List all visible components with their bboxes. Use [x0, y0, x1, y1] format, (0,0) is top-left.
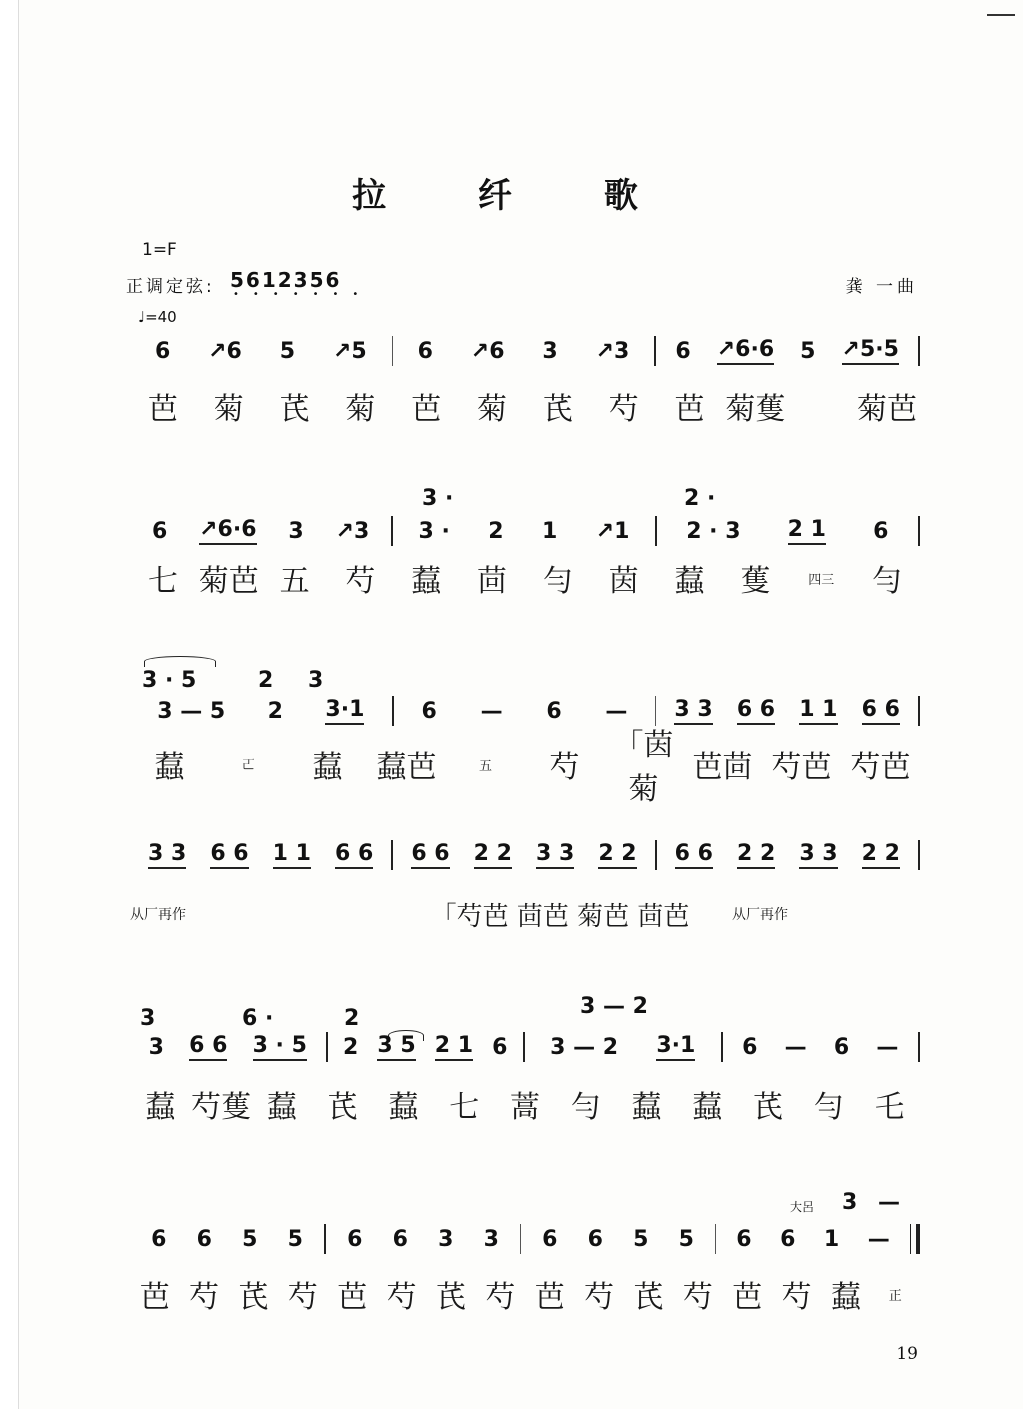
jianzipu-line: [130, 728, 920, 807]
jianzipu-char: 七: [147, 564, 178, 599]
jianzipu-char: 芭: [337, 1280, 368, 1315]
note: 3 ·: [418, 518, 450, 544]
jianzipu-char: 芪: [542, 392, 573, 427]
measure: [130, 697, 392, 725]
note: 3 3: [674, 697, 712, 725]
note: ↗6: [208, 338, 242, 364]
jianzipu-char: 「茵菊: [613, 728, 674, 807]
note: 5: [287, 1226, 303, 1252]
upper-note: 2 ·: [684, 486, 716, 511]
jianzipu-phrase: 「芍芭 茴芭 菊芭 茴芭: [430, 901, 690, 932]
note: 5: [633, 1226, 649, 1252]
barline: [918, 696, 920, 726]
note: 6: [417, 338, 433, 364]
jianzipu-char: 菊芭: [857, 392, 918, 427]
jianzipu-char: 蒿: [509, 1090, 540, 1125]
jianzipu-char: 芍: [781, 1280, 812, 1315]
repeat-instruction: 从厂再作: [732, 907, 788, 923]
note: ↗1: [595, 518, 630, 544]
jianzipu-char: 芍: [608, 392, 639, 427]
jianzipu-char: 乇: [874, 1090, 905, 1125]
note: 3: [438, 1226, 454, 1252]
jianzipu-char: 芭: [732, 1280, 763, 1315]
page-number: 19: [896, 1344, 918, 1364]
upper-note: 3 · 5: [142, 668, 197, 693]
note: 6: [151, 518, 168, 544]
jianzipu-char: 茵: [608, 564, 639, 599]
note: ↗6·6: [199, 517, 256, 545]
jianzipu-line: [130, 1272, 920, 1316]
barline: [918, 516, 920, 546]
measure: [130, 841, 391, 869]
jianzipu-char: 四三: [808, 572, 835, 588]
note: 6 6: [210, 841, 248, 869]
jianzipu-char: 勻: [570, 1090, 601, 1125]
note: 2: [343, 1034, 359, 1060]
note: 1: [541, 518, 558, 544]
jianpu-line: [130, 516, 920, 546]
note: 2 1: [788, 517, 826, 545]
note: 3: [288, 518, 304, 544]
upper-note: 3 ·: [422, 486, 454, 511]
jianzipu-char: 菊蒦: [725, 392, 786, 427]
note: 3 3: [799, 841, 837, 869]
jianpu-line: [130, 1032, 920, 1062]
note: 5: [678, 1226, 694, 1252]
jianzipu-line: [130, 384, 920, 428]
jianzipu-char: 五: [279, 564, 310, 599]
jianpu-line: [130, 840, 920, 870]
note: 6: [151, 1226, 167, 1252]
jianzipu-line: [130, 1082, 920, 1126]
jianpu-line: [130, 336, 920, 366]
annotation: 大呂: [790, 1200, 815, 1214]
note: 2 2: [737, 841, 775, 869]
upper-note: 6 ·: [242, 1006, 274, 1031]
jianzipu-char: 正: [888, 1288, 902, 1304]
corner-mark: [987, 14, 1015, 16]
note: 3 · 5: [253, 1033, 307, 1061]
note: 6 6: [675, 841, 713, 869]
barline: [918, 1032, 920, 1062]
slur: [144, 656, 216, 667]
note: 5: [279, 338, 296, 364]
upper-note: 2: [344, 1006, 360, 1031]
note: 6 6: [862, 697, 900, 725]
note: 1 1: [273, 841, 311, 869]
measure: [657, 517, 918, 545]
note: 3 — 5: [157, 698, 226, 724]
jianzipu-char: 勻: [542, 564, 573, 599]
jianzipu-char: 芍: [485, 1280, 516, 1315]
note: 3 3: [148, 841, 186, 869]
jianzipu-char: 芪: [279, 392, 310, 427]
upper-note: 3: [140, 1006, 156, 1031]
upper-note: 2: [258, 668, 274, 693]
measure: [521, 1227, 715, 1252]
note: ↗5: [332, 338, 367, 364]
note: —: [605, 698, 628, 724]
upper-notes: [130, 1190, 920, 1220]
jianzipu-char: 芍芭: [850, 750, 911, 785]
key-signature: 1=F: [142, 240, 177, 260]
jianzipu-char: 芪: [753, 1090, 784, 1125]
note: 6 6: [335, 841, 373, 869]
jianzipu-char: 芪: [633, 1280, 664, 1315]
jianzipu-char: 五: [478, 758, 492, 774]
barline: [918, 336, 920, 366]
tuning-dots: •••••••: [233, 289, 373, 300]
jianzipu-char: 七: [449, 1090, 480, 1125]
measure: [723, 1035, 919, 1060]
note: 6: [546, 698, 562, 724]
jianzipu-char: 芭茴: [692, 750, 753, 785]
note: 6: [421, 698, 437, 724]
note: 6 6: [189, 1033, 227, 1061]
jianzipu-char: 茴: [477, 564, 508, 599]
jianzipu-char: 蠚: [266, 1090, 297, 1125]
jianzipu-char: 蠚: [154, 750, 185, 785]
jianzipu-char: 芍: [386, 1280, 417, 1315]
upper-note: —: [878, 1190, 900, 1215]
jianzipu-char: 蠚: [312, 750, 343, 785]
jianzipu-char: 𠀀: [241, 757, 255, 773]
note: 6: [392, 1226, 408, 1252]
measure: [130, 1033, 326, 1061]
upper-notes: [130, 668, 920, 698]
final-barline: [910, 1224, 920, 1254]
jianzipu-char: 芪: [327, 1090, 358, 1125]
jianzipu-char: 芍: [345, 564, 376, 599]
note: 6: [587, 1226, 603, 1252]
note: 3 3: [536, 841, 574, 869]
jianzipu-char: 芍蒦: [191, 1090, 252, 1125]
jianzipu-char: 菊: [345, 392, 376, 427]
note: 3: [483, 1226, 499, 1252]
note: ↗6·6: [717, 337, 774, 365]
jianzipu-char: 芭: [534, 1280, 565, 1315]
note: 2 2: [474, 841, 512, 869]
note: 1: [823, 1226, 840, 1252]
note: 6: [833, 1034, 850, 1060]
note: 6: [347, 1226, 363, 1252]
note: 2 · 3: [686, 518, 741, 544]
jianzipu-char: 芍: [189, 1280, 220, 1315]
jianzipu-char: 蒦: [740, 564, 771, 599]
note: ↗3: [335, 518, 370, 544]
note: 3 — 2: [550, 1034, 619, 1060]
jianzipu-char: 蠚: [388, 1090, 419, 1125]
measure: [130, 339, 392, 364]
upper-note: 3: [308, 668, 324, 693]
jianzipu-char: 菊芭: [198, 564, 259, 599]
note: 3: [542, 338, 558, 364]
note: —: [867, 1226, 890, 1252]
composer: 龚 一曲: [845, 277, 918, 297]
note: 5: [800, 338, 816, 364]
measure: [716, 1227, 910, 1252]
note: 3: [148, 1034, 164, 1060]
upper-note: 3: [842, 1190, 858, 1215]
note: 6: [736, 1226, 752, 1252]
note: 3·1: [656, 1033, 695, 1061]
note: 3·1: [325, 697, 364, 725]
note: ↗6: [470, 338, 505, 364]
jianzipu-char: 蠚: [411, 564, 442, 599]
note: ↗3: [595, 338, 630, 364]
note: 2 1: [435, 1033, 473, 1061]
jianzipu-char: 芍: [549, 750, 580, 785]
note: 6 6: [411, 841, 449, 869]
note: 6: [492, 1034, 508, 1060]
note: —: [876, 1034, 899, 1060]
jianzipu-char: 菊: [213, 392, 244, 427]
note: ↗5·5: [842, 337, 899, 365]
jianzipu-char: 蠚: [631, 1090, 662, 1125]
jianzipu-char: 勻: [813, 1090, 844, 1125]
note: —: [480, 698, 503, 724]
jianzipu-line: [130, 892, 920, 936]
piece-title: 拉 纤 歌: [352, 176, 678, 216]
measure: [328, 1033, 524, 1061]
jianzipu-char: 芭: [147, 392, 178, 427]
jianzipu-char: 蠚芭: [376, 750, 437, 785]
note: 6 6: [737, 697, 775, 725]
note: 2 2: [862, 841, 900, 869]
jianzipu-char: 勻: [872, 564, 903, 599]
repeat-instruction: 从厂再作: [130, 907, 186, 923]
jianzipu-char: 蠚: [145, 1090, 176, 1125]
measure: [393, 339, 655, 364]
note: 6: [196, 1226, 212, 1252]
jianzipu-char: 芪: [238, 1280, 269, 1315]
measure: [393, 841, 654, 869]
note: 5: [242, 1226, 258, 1252]
tuning-notes: 5612356: [230, 268, 342, 292]
jianzipu-char: 菊: [477, 392, 508, 427]
jianzipu-char: 芍: [682, 1280, 713, 1315]
jianzipu-line: [130, 556, 920, 600]
note: 2: [488, 518, 504, 544]
note: 6: [542, 1226, 558, 1252]
tuning-label: 正调定弦:: [126, 277, 215, 297]
upper-note: 3 — 2: [580, 994, 648, 1019]
jianzipu-char: 蠚: [692, 1090, 723, 1125]
note: 6: [675, 338, 691, 364]
measure: [130, 517, 391, 545]
jianzipu-char: 蠚: [830, 1280, 861, 1315]
jianzipu-char: 芭: [411, 392, 442, 427]
barline: [918, 840, 920, 870]
note: 6: [780, 1226, 796, 1252]
jianpu-line: [130, 1224, 920, 1254]
note: 6: [742, 1034, 758, 1060]
note: 1 1: [799, 697, 837, 725]
measure: [393, 519, 654, 544]
jianzipu-char: 芭: [139, 1280, 170, 1315]
jianzipu-char: 芍: [287, 1280, 318, 1315]
jianpu-line: [130, 696, 920, 726]
note: 2 2: [598, 841, 636, 869]
note: 2: [267, 698, 283, 724]
note: —: [784, 1034, 807, 1060]
jianzipu-char: 芍: [584, 1280, 615, 1315]
measure: [656, 337, 918, 365]
measure: [130, 1227, 324, 1252]
measure: [656, 697, 918, 725]
jianzipu-char: 蠚: [674, 564, 705, 599]
jianzipu-char: 芍芭: [771, 750, 832, 785]
measure: [525, 1033, 721, 1061]
measure: [326, 1227, 520, 1252]
jianzipu-char: 芪: [435, 1280, 466, 1315]
note: 6: [873, 518, 889, 544]
note: 3 5: [377, 1033, 415, 1061]
upper-notes: [130, 486, 920, 516]
measure: [657, 841, 918, 869]
jianzipu-char: 芭: [674, 392, 705, 427]
tempo-marking: ♩=40: [138, 308, 177, 326]
note: 6: [154, 338, 171, 364]
